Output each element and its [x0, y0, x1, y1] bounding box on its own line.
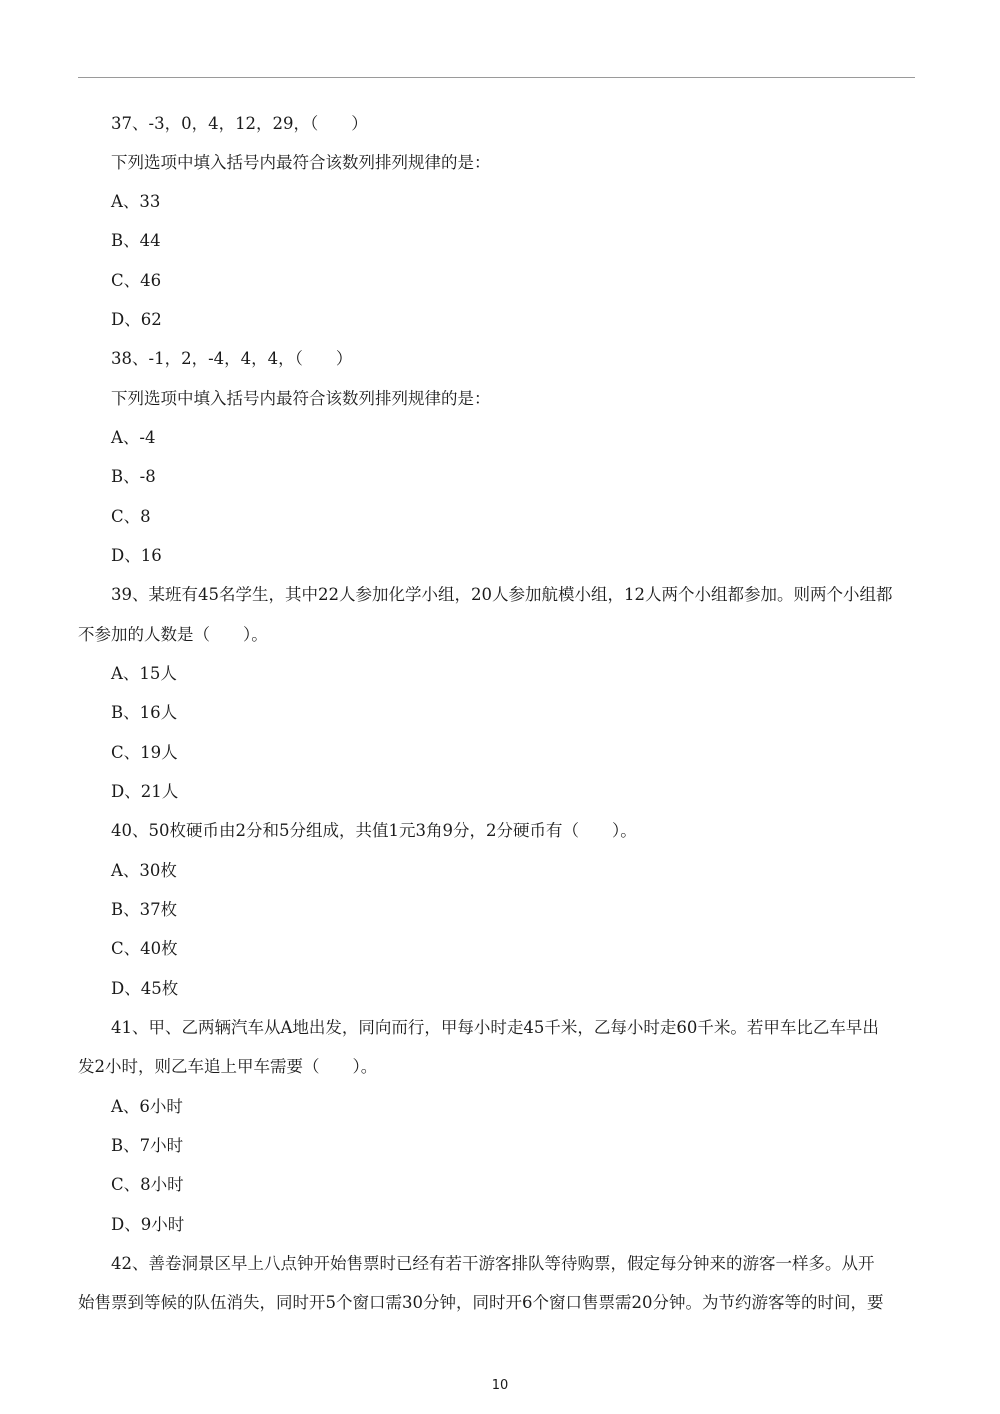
question-37-option-b: B、44: [111, 231, 161, 250]
question-41-option-b: B、7小时: [111, 1136, 184, 1155]
question-40-stem: 40、50枚硬币由2分和5分组成，共值1元3角9分，2分硬币有（ ）。: [111, 821, 637, 840]
question-41-stem-continued: 发2小时，则乙车追上甲车需要（ ）。: [78, 1057, 378, 1076]
question-38-option-d: D、16: [111, 546, 162, 565]
question-38-option-a: A、-4: [111, 428, 156, 447]
question-41-option-a: A、6小时: [111, 1097, 183, 1116]
question-38-instruction: 下列选项中填入括号内最符合该数列排列规律的是：: [111, 389, 491, 408]
question-39-option-a: A、15人: [111, 664, 177, 683]
question-40-option-b: B、37枚: [111, 900, 178, 919]
question-39-option-d: D、21人: [111, 782, 179, 801]
question-39-option-b: B、16人: [111, 703, 178, 722]
question-39-stem: 39、某班有45名学生，其中22人参加化学小组，20人参加航模小组，12人两个小组都参加。则两个小组都: [111, 585, 893, 604]
question-38-option-c: C、8: [111, 507, 151, 526]
question-37-option-d: D、62: [111, 310, 162, 329]
question-37-option-a: A、33: [111, 192, 161, 211]
question-39-stem-continued: 不参加的人数是（ ）。: [78, 625, 268, 644]
question-37-instruction: 下列选项中填入括号内最符合该数列排列规律的是：: [111, 153, 491, 172]
question-40-option-c: C、40枚: [111, 939, 178, 958]
question-41-stem: 41、甲、乙两辆汽车从A地出发，同向而行，甲每小时走45千米，乙每小时走60千米。若甲车比乙车早出: [111, 1018, 879, 1037]
question-40-option-a: A、30枚: [111, 861, 177, 880]
question-41-option-c: C、8小时: [111, 1175, 184, 1194]
question-42-stem: 42、善卷洞景区早上八点钟开始售票时已经有若干游客排队等待购票，假定每分钟来的游客一样多。从开: [111, 1254, 875, 1273]
question-37-stem: 37、-3，0，4，12，29，（ ）: [111, 114, 368, 133]
question-39-option-c: C、19人: [111, 743, 178, 762]
question-41-option-d: D、9小时: [111, 1215, 185, 1234]
question-38-stem: 38、-1，2，-4，4，4，（ ）: [111, 349, 353, 368]
question-37-option-c: C、46: [111, 271, 162, 290]
page-number: 10: [491, 1378, 509, 1393]
question-40-option-d: D、45枚: [111, 979, 179, 998]
question-42-stem-continued: 始售票到等候的队伍消失，同时开5个窗口需30分钟，同时开6个窗口售票需20分钟。为节约游客等的时间，要: [78, 1293, 884, 1312]
header-rule: [78, 77, 915, 78]
question-38-option-b: B、-8: [111, 467, 156, 486]
